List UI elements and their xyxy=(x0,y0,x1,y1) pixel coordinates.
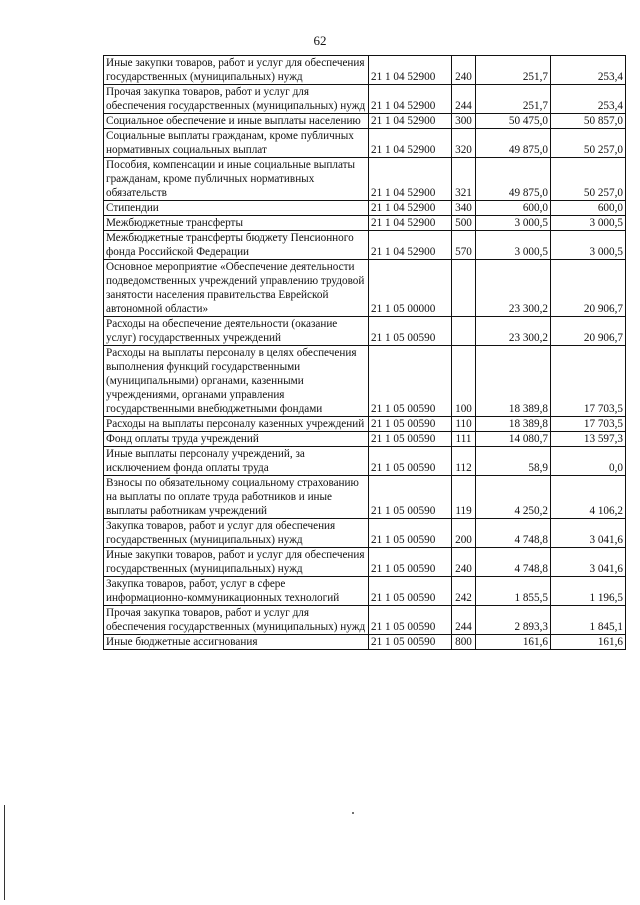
table-row xyxy=(104,346,626,417)
amount-year-1: 2 893,3 xyxy=(476,606,551,635)
amount-year-1: 4 748,8 xyxy=(476,548,551,577)
amount-year-1: 50 475,0 xyxy=(476,114,551,129)
amount-year-1: 14 080,7 xyxy=(476,432,551,447)
expense-type-code: 500 xyxy=(452,216,476,231)
item-name: Иные закупки товаров, работ и услуг для обеспечения государственных (муниципальных) нужд xyxy=(104,548,369,577)
expense-type-code: 800 xyxy=(452,635,476,650)
amount-year-1: 600,0 xyxy=(476,201,551,216)
expense-type-code: 100 xyxy=(452,346,476,417)
expense-type-code: 244 xyxy=(452,606,476,635)
table-row xyxy=(104,548,626,577)
item-name: Прочая закупка товаров, работ и услуг для обеспечения государственных (муниципальных) нужд xyxy=(104,606,369,635)
item-name: Расходы на обеспечение деятельности (оказание услуг) государственных учреждений xyxy=(104,317,369,346)
amount-year-1: 4 250,2 xyxy=(476,476,551,519)
item-code: 21 1 05 00590 xyxy=(369,417,452,432)
expense-type-code: 244 xyxy=(452,85,476,114)
page-number: 62 xyxy=(313,33,327,48)
expense-type-code: 110 xyxy=(452,417,476,432)
amount-year-2: 0,0 xyxy=(551,447,626,476)
item-code: 21 1 05 00590 xyxy=(369,606,452,635)
expense-type-code: 240 xyxy=(452,548,476,577)
table-row xyxy=(104,56,626,85)
amount-year-2: 4 106,2 xyxy=(551,476,626,519)
amount-year-2: 1 196,5 xyxy=(551,577,626,606)
expense-type-code: 570 xyxy=(452,231,476,260)
budget-table xyxy=(103,55,626,650)
item-name: Закупка товаров, работ и услуг для обеспечения государственных (муниципальных) нужд xyxy=(104,519,369,548)
expense-type-code xyxy=(452,260,476,317)
item-code: 21 1 04 52900 xyxy=(369,216,452,231)
amount-year-1: 251,7 xyxy=(476,85,551,114)
table-row xyxy=(104,519,626,548)
item-code: 21 1 04 52900 xyxy=(369,129,452,158)
item-code: 21 1 05 00590 xyxy=(369,577,452,606)
amount-year-1: 1 855,5 xyxy=(476,577,551,606)
item-code: 21 1 04 52900 xyxy=(369,231,452,260)
amount-year-2: 20 906,7 xyxy=(551,317,626,346)
table-row xyxy=(104,317,626,346)
amount-year-1: 3 000,5 xyxy=(476,231,551,260)
item-code: 21 1 05 00590 xyxy=(369,317,452,346)
amount-year-1: 18 389,8 xyxy=(476,417,551,432)
item-name: Иные закупки товаров, работ и услуг для обеспечения государственных (муниципальных) нужд xyxy=(104,56,369,85)
amount-year-1: 3 000,5 xyxy=(476,216,551,231)
item-name: Межбюджетные трансферты бюджету Пенсионного фонда Российской Федерации xyxy=(104,231,369,260)
expense-type-code: 200 xyxy=(452,519,476,548)
item-name: Социальное обеспечение и иные выплаты населению xyxy=(104,114,369,129)
expense-type-code: 320 xyxy=(452,129,476,158)
expense-type-code: 242 xyxy=(452,577,476,606)
expense-type-code: 111 xyxy=(452,432,476,447)
table-row xyxy=(104,606,626,635)
table-row xyxy=(104,447,626,476)
table-row xyxy=(104,635,626,650)
table-row xyxy=(104,201,626,216)
table-row xyxy=(104,158,626,201)
item-name: Социальные выплаты гражданам, кроме публичных нормативных социальных выплат xyxy=(104,129,369,158)
item-name: Иные бюджетные ассигнования xyxy=(104,635,369,650)
amount-year-2: 3 041,6 xyxy=(551,548,626,577)
item-name: Закупка товаров, работ, услуг в сфере информационно-коммуникационных технологий xyxy=(104,577,369,606)
amount-year-1: 58,9 xyxy=(476,447,551,476)
item-name: Расходы на выплаты персоналу казенных учреждений xyxy=(104,417,369,432)
item-name: Иные выплаты персоналу учреждений, за исключением фонда оплаты труда xyxy=(104,447,369,476)
expense-type-code: 340 xyxy=(452,201,476,216)
table-row xyxy=(104,417,626,432)
amount-year-2: 600,0 xyxy=(551,201,626,216)
table-row xyxy=(104,231,626,260)
item-code: 21 1 05 00590 xyxy=(369,635,452,650)
item-name: Расходы на выплаты персоналу в целях обеспечения выполнения функций государственными (муниципальными) органами, казенными учреждениями, органами управления государственными внебюджетными фондами xyxy=(104,346,369,417)
expense-type-code: 119 xyxy=(452,476,476,519)
expense-type-code xyxy=(452,317,476,346)
item-code: 21 1 05 00590 xyxy=(369,447,452,476)
item-name: Взносы по обязательному социальному страхованию на выплаты по оплате труда работников и иные выплаты работникам учреждений xyxy=(104,476,369,519)
amount-year-1: 251,7 xyxy=(476,56,551,85)
table-row xyxy=(104,577,626,606)
amount-year-2: 1 845,1 xyxy=(551,606,626,635)
item-name: Фонд оплаты труда учреждений xyxy=(104,432,369,447)
table-row xyxy=(104,114,626,129)
table-row xyxy=(104,260,626,317)
amount-year-1: 49 875,0 xyxy=(476,158,551,201)
amount-year-2: 17 703,5 xyxy=(551,417,626,432)
item-code: 21 1 04 52900 xyxy=(369,56,452,85)
item-code: 21 1 05 00590 xyxy=(369,432,452,447)
amount-year-2: 50 257,0 xyxy=(551,129,626,158)
table-row xyxy=(104,129,626,158)
item-name: Прочая закупка товаров, работ и услуг для обеспечения государственных (муниципальных) нужд xyxy=(104,85,369,114)
scan-speck xyxy=(352,812,354,814)
item-code: 21 1 04 52900 xyxy=(369,158,452,201)
item-code: 21 1 05 00000 xyxy=(369,260,452,317)
item-code: 21 1 05 00590 xyxy=(369,519,452,548)
amount-year-2: 17 703,5 xyxy=(551,346,626,417)
item-name: Межбюджетные трансферты xyxy=(104,216,369,231)
amount-year-2: 13 597,3 xyxy=(551,432,626,447)
amount-year-1: 18 389,8 xyxy=(476,346,551,417)
amount-year-2: 161,6 xyxy=(551,635,626,650)
table-row xyxy=(104,85,626,114)
amount-year-1: 4 748,8 xyxy=(476,519,551,548)
expense-type-code: 321 xyxy=(452,158,476,201)
expense-type-code: 112 xyxy=(452,447,476,476)
expense-type-code: 240 xyxy=(452,56,476,85)
amount-year-1: 49 875,0 xyxy=(476,129,551,158)
amount-year-1: 23 300,2 xyxy=(476,260,551,317)
table-row xyxy=(104,476,626,519)
amount-year-1: 23 300,2 xyxy=(476,317,551,346)
scan-margin-mark xyxy=(4,805,5,900)
amount-year-2: 3 000,5 xyxy=(551,216,626,231)
item-code: 21 1 05 00590 xyxy=(369,346,452,417)
amount-year-2: 253,4 xyxy=(551,56,626,85)
amount-year-2: 3 041,6 xyxy=(551,519,626,548)
amount-year-2: 253,4 xyxy=(551,85,626,114)
item-code: 21 1 04 52900 xyxy=(369,114,452,129)
item-name: Стипендии xyxy=(104,201,369,216)
item-code: 21 1 04 52900 xyxy=(369,201,452,216)
expense-type-code: 300 xyxy=(452,114,476,129)
table-row xyxy=(104,432,626,447)
item-name: Основное мероприятие «Обеспечение деятельности подведомственных учреждений управлению трудовой занятости населения правительства Еврейской автономной области» xyxy=(104,260,369,317)
table-row xyxy=(104,216,626,231)
item-code: 21 1 04 52900 xyxy=(369,85,452,114)
amount-year-2: 20 906,7 xyxy=(551,260,626,317)
item-code: 21 1 05 00590 xyxy=(369,548,452,577)
amount-year-2: 3 000,5 xyxy=(551,231,626,260)
amount-year-2: 50 257,0 xyxy=(551,158,626,201)
item-name: Пособия, компенсации и иные социальные выплаты гражданам, кроме публичных нормативных обязательств xyxy=(104,158,369,201)
amount-year-1: 161,6 xyxy=(476,635,551,650)
item-code: 21 1 05 00590 xyxy=(369,476,452,519)
amount-year-2: 50 857,0 xyxy=(551,114,626,129)
